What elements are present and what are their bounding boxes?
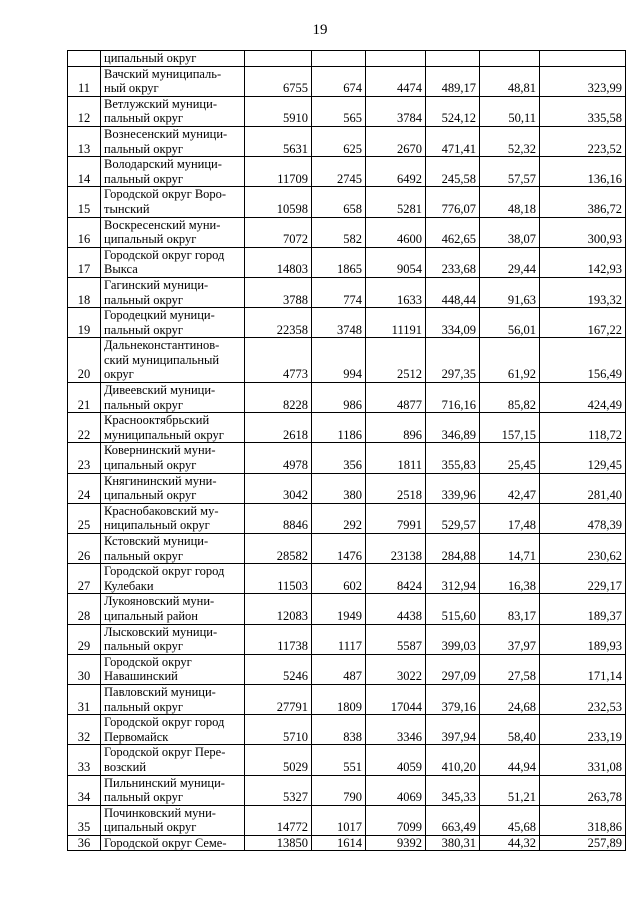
district-name-line: ниципальный округ [104, 518, 210, 533]
row-number-cell: 36 [68, 835, 101, 851]
value-cell: 38,07 [480, 217, 540, 247]
value-cell: 167,22 [540, 308, 626, 338]
value-cell: 335,58 [540, 96, 626, 126]
district-name-line: Пильнинский муници- [104, 775, 225, 790]
value-cell: 5910 [245, 96, 312, 126]
value-cell: 448,44 [426, 277, 480, 307]
value-cell: 11503 [245, 564, 312, 594]
value-cell: 189,93 [540, 624, 626, 654]
district-name-cell [101, 654, 245, 684]
value-cell: 5029 [245, 745, 312, 775]
district-name-line: Дальнеконстантинов- [104, 338, 220, 353]
value-cell: 1186 [312, 413, 366, 443]
value-cell: 58,40 [480, 715, 540, 745]
value-cell: 3022 [366, 654, 426, 684]
value-cell: 2745 [312, 157, 366, 187]
value-cell: 8424 [366, 564, 426, 594]
value-cell: 52,32 [480, 126, 540, 156]
table-row [68, 805, 626, 835]
table-row [68, 654, 626, 684]
value-cell: 774 [312, 277, 366, 307]
row-number-cell: 19 [68, 308, 101, 338]
table-row [68, 503, 626, 533]
row-number-cell: 23 [68, 443, 101, 473]
district-name-cell [101, 383, 245, 413]
table-row [68, 383, 626, 413]
district-name-line: муниципальный округ [104, 427, 224, 442]
value-cell: 44,94 [480, 745, 540, 775]
row-number-cell: 13 [68, 126, 101, 156]
value-cell: 334,09 [426, 308, 480, 338]
row-number-cell: 18 [68, 277, 101, 307]
value-cell: 27,58 [480, 654, 540, 684]
value-cell: 986 [312, 383, 366, 413]
district-name-line: Навашинский [104, 669, 178, 684]
value-cell: 157,15 [480, 413, 540, 443]
value-cell: 263,78 [540, 775, 626, 805]
row-number-cell [68, 51, 101, 67]
value-cell [312, 51, 366, 67]
value-cell: 37,97 [480, 624, 540, 654]
district-name-cell [101, 473, 245, 503]
district-name-line: Ветлужский муници- [104, 96, 217, 111]
value-cell: 292 [312, 503, 366, 533]
value-cell: 4069 [366, 775, 426, 805]
district-name-cell [101, 503, 245, 533]
value-cell: 1633 [366, 277, 426, 307]
district-name-cell [101, 66, 245, 96]
table-row [68, 187, 626, 217]
district-name-line: Вознесенский муници- [104, 126, 228, 141]
district-name-line: Городской округ [104, 654, 192, 669]
district-name-cell [101, 308, 245, 338]
value-cell: 85,82 [480, 383, 540, 413]
value-cell: 776,07 [426, 187, 480, 217]
row-number-cell: 34 [68, 775, 101, 805]
district-name-line: Володарский муници- [104, 157, 222, 172]
value-cell: 5281 [366, 187, 426, 217]
district-name-cell [101, 338, 245, 383]
district-name-line: Кулебаки [104, 578, 154, 593]
table-row [68, 96, 626, 126]
value-cell: 42,47 [480, 473, 540, 503]
row-number-cell: 25 [68, 503, 101, 533]
value-cell: 8846 [245, 503, 312, 533]
district-name-line: пальный округ [104, 699, 183, 714]
district-name-cell [101, 745, 245, 775]
district-name-line: пальный округ [104, 141, 183, 156]
district-name-line: Воскресенский муни- [104, 217, 221, 232]
row-number-cell: 30 [68, 654, 101, 684]
value-cell: 5246 [245, 654, 312, 684]
value-cell: 28582 [245, 534, 312, 564]
value-cell: 7991 [366, 503, 426, 533]
value-cell: 44,32 [480, 835, 540, 851]
district-name-line: ципальный округ [104, 51, 197, 65]
value-cell: 10598 [245, 187, 312, 217]
value-cell: 193,32 [540, 277, 626, 307]
value-cell: 2670 [366, 126, 426, 156]
district-name-line: Дивеевский муници- [104, 383, 216, 398]
row-number-cell: 11 [68, 66, 101, 96]
value-cell: 5710 [245, 715, 312, 745]
value-cell: 994 [312, 338, 366, 383]
value-cell: 1476 [312, 534, 366, 564]
table-row [68, 308, 626, 338]
district-name-line: Первомайск [104, 729, 169, 744]
district-name-cell [101, 805, 245, 835]
value-cell: 51,21 [480, 775, 540, 805]
value-cell: 24,68 [480, 684, 540, 714]
value-cell: 5587 [366, 624, 426, 654]
district-name-line: пальный округ [104, 111, 183, 126]
value-cell: 380 [312, 473, 366, 503]
district-name-line: пальный округ [104, 548, 183, 563]
district-name-cell [101, 443, 245, 473]
value-cell: 233,19 [540, 715, 626, 745]
district-name-line: ный округ [104, 81, 159, 96]
value-cell: 2618 [245, 413, 312, 443]
value-cell: 674 [312, 66, 366, 96]
district-name-cell [101, 51, 245, 67]
value-cell: 233,68 [426, 247, 480, 277]
value-cell: 223,52 [540, 126, 626, 156]
value-cell: 2518 [366, 473, 426, 503]
district-name-line: Княгининский муни- [104, 473, 217, 488]
row-number-cell: 33 [68, 745, 101, 775]
district-name-cell [101, 217, 245, 247]
district-name-cell [101, 624, 245, 654]
value-cell: 281,40 [540, 473, 626, 503]
value-cell: 4474 [366, 66, 426, 96]
value-cell: 245,58 [426, 157, 480, 187]
district-name-line: тынский [104, 201, 150, 216]
district-name-line: Ковернинский муни- [104, 443, 216, 458]
value-cell: 56,01 [480, 308, 540, 338]
value-cell: 171,14 [540, 654, 626, 684]
value-cell: 91,63 [480, 277, 540, 307]
district-name-cell [101, 684, 245, 714]
district-name-line: Городской округ Семе- [104, 835, 227, 850]
table-row [68, 473, 626, 503]
value-cell: 346,89 [426, 413, 480, 443]
value-cell: 156,49 [540, 338, 626, 383]
district-name-line: Краснооктябрьский [104, 413, 210, 428]
value-cell: 663,49 [426, 805, 480, 835]
value-cell: 4059 [366, 745, 426, 775]
value-cell: 17,48 [480, 503, 540, 533]
row-number-cell: 32 [68, 715, 101, 745]
value-cell: 515,60 [426, 594, 480, 624]
value-cell: 471,41 [426, 126, 480, 156]
value-cell: 4877 [366, 383, 426, 413]
value-cell: 1614 [312, 835, 366, 851]
district-name-cell [101, 247, 245, 277]
row-number-cell: 14 [68, 157, 101, 187]
table-row [68, 534, 626, 564]
value-cell: 318,86 [540, 805, 626, 835]
district-name-line: Починковский муни- [104, 805, 216, 820]
value-cell: 478,39 [540, 503, 626, 533]
district-name-cell [101, 775, 245, 805]
value-cell: 1949 [312, 594, 366, 624]
table-row [68, 277, 626, 307]
table-row [68, 217, 626, 247]
district-name-line: пальный округ [104, 322, 183, 337]
value-cell: 716,16 [426, 383, 480, 413]
district-name-line: ципальный округ [104, 458, 197, 473]
table-row [68, 443, 626, 473]
value-cell: 9392 [366, 835, 426, 851]
table-row [68, 775, 626, 805]
value-cell [426, 51, 480, 67]
value-cell: 11191 [366, 308, 426, 338]
district-name-line: пальный округ [104, 639, 183, 654]
district-name-cell [101, 413, 245, 443]
district-name-line: ский муниципальный [104, 352, 220, 367]
value-cell: 1117 [312, 624, 366, 654]
value-cell [480, 51, 540, 67]
value-cell: 1811 [366, 443, 426, 473]
value-cell: 11709 [245, 157, 312, 187]
value-cell: 11738 [245, 624, 312, 654]
value-cell: 16,38 [480, 564, 540, 594]
table-row [68, 247, 626, 277]
district-name-line: Павловский муници- [104, 684, 216, 699]
district-name-line: пальный округ [104, 397, 183, 412]
district-name-cell [101, 277, 245, 307]
district-name-line: Городской округ город [104, 247, 225, 262]
data-table [67, 50, 626, 851]
table-row [68, 684, 626, 714]
table-row [68, 66, 626, 96]
value-cell: 410,20 [426, 745, 480, 775]
value-cell: 3346 [366, 715, 426, 745]
row-number-cell: 17 [68, 247, 101, 277]
value-cell: 57,57 [480, 157, 540, 187]
value-cell: 838 [312, 715, 366, 745]
value-cell: 9054 [366, 247, 426, 277]
value-cell: 257,89 [540, 835, 626, 851]
value-cell: 3788 [245, 277, 312, 307]
table-row [68, 157, 626, 187]
value-cell: 229,17 [540, 564, 626, 594]
row-number-cell: 15 [68, 187, 101, 217]
table-body [68, 51, 626, 851]
district-name-cell [101, 564, 245, 594]
district-name-line: возский [104, 759, 147, 774]
district-name-cell [101, 187, 245, 217]
value-cell: 29,44 [480, 247, 540, 277]
value-cell: 356 [312, 443, 366, 473]
row-number-cell: 22 [68, 413, 101, 443]
district-name-line: Городецкий муници- [104, 308, 215, 323]
district-name-line: Вачский муниципаль- [104, 66, 222, 81]
value-cell: 22358 [245, 308, 312, 338]
value-cell: 323,99 [540, 66, 626, 96]
district-name-cell [101, 835, 245, 851]
district-name-line: Городской округ город [104, 564, 225, 579]
row-number-cell: 26 [68, 534, 101, 564]
district-name-cell [101, 157, 245, 187]
value-cell: 83,17 [480, 594, 540, 624]
district-name-line: ципальный округ [104, 488, 197, 503]
value-cell: 61,92 [480, 338, 540, 383]
value-cell: 25,45 [480, 443, 540, 473]
district-name-line: Городской округ Воро- [104, 187, 227, 202]
value-cell: 27791 [245, 684, 312, 714]
value-cell: 297,09 [426, 654, 480, 684]
value-cell: 339,96 [426, 473, 480, 503]
value-cell [540, 51, 626, 67]
value-cell: 524,12 [426, 96, 480, 126]
value-cell: 345,33 [426, 775, 480, 805]
row-number-cell: 35 [68, 805, 101, 835]
value-cell: 1865 [312, 247, 366, 277]
value-cell: 50,11 [480, 96, 540, 126]
row-number-cell: 24 [68, 473, 101, 503]
value-cell: 300,93 [540, 217, 626, 247]
page-number: 19 [312, 22, 328, 38]
value-cell: 4978 [245, 443, 312, 473]
row-number-cell: 27 [68, 564, 101, 594]
table-row [68, 126, 626, 156]
value-cell: 3042 [245, 473, 312, 503]
value-cell [366, 51, 426, 67]
value-cell: 602 [312, 564, 366, 594]
value-cell: 380,31 [426, 835, 480, 851]
value-cell: 45,68 [480, 805, 540, 835]
value-cell: 230,62 [540, 534, 626, 564]
value-cell: 4438 [366, 594, 426, 624]
value-cell: 4773 [245, 338, 312, 383]
district-name-line: Краснобаковский му- [104, 503, 219, 518]
district-name-line: Гагинский муници- [104, 277, 209, 292]
value-cell: 551 [312, 745, 366, 775]
value-cell: 790 [312, 775, 366, 805]
value-cell: 487 [312, 654, 366, 684]
value-cell: 12083 [245, 594, 312, 624]
value-cell: 17044 [366, 684, 426, 714]
value-cell: 284,88 [426, 534, 480, 564]
table-row [68, 594, 626, 624]
value-cell: 48,81 [480, 66, 540, 96]
value-cell: 5327 [245, 775, 312, 805]
value-cell: 2512 [366, 338, 426, 383]
value-cell: 8228 [245, 383, 312, 413]
district-name-line: ципальный округ [104, 820, 197, 835]
value-cell: 142,93 [540, 247, 626, 277]
value-cell: 565 [312, 96, 366, 126]
table-row [68, 338, 626, 383]
row-number-cell: 29 [68, 624, 101, 654]
value-cell: 399,03 [426, 624, 480, 654]
value-cell: 14,71 [480, 534, 540, 564]
district-name-line: Городской округ город [104, 715, 225, 730]
value-cell: 48,18 [480, 187, 540, 217]
value-cell: 331,08 [540, 745, 626, 775]
district-name-cell [101, 715, 245, 745]
value-cell: 625 [312, 126, 366, 156]
district-name-cell [101, 594, 245, 624]
value-cell: 189,37 [540, 594, 626, 624]
district-name-line: Лукояновский муни- [104, 594, 215, 609]
value-cell: 658 [312, 187, 366, 217]
row-number-cell: 20 [68, 338, 101, 383]
table-row [68, 835, 626, 851]
value-cell: 3748 [312, 308, 366, 338]
value-cell: 6755 [245, 66, 312, 96]
row-number-cell: 16 [68, 217, 101, 247]
table-row [68, 564, 626, 594]
value-cell: 5631 [245, 126, 312, 156]
value-cell: 424,49 [540, 383, 626, 413]
value-cell: 14803 [245, 247, 312, 277]
row-number-cell: 12 [68, 96, 101, 126]
value-cell: 13850 [245, 835, 312, 851]
value-cell: 297,35 [426, 338, 480, 383]
value-cell: 379,16 [426, 684, 480, 714]
value-cell: 129,45 [540, 443, 626, 473]
district-name-line: Городской округ Пере- [104, 745, 226, 760]
district-name-line: пальный округ [104, 171, 183, 186]
value-cell: 6492 [366, 157, 426, 187]
value-cell: 136,16 [540, 157, 626, 187]
table-row [68, 715, 626, 745]
district-name-cell [101, 534, 245, 564]
value-cell: 312,94 [426, 564, 480, 594]
value-cell: 3784 [366, 96, 426, 126]
value-cell: 397,94 [426, 715, 480, 745]
value-cell: 1809 [312, 684, 366, 714]
district-name-line: округ [104, 367, 134, 382]
row-number-cell: 28 [68, 594, 101, 624]
value-cell: 896 [366, 413, 426, 443]
value-cell: 232,53 [540, 684, 626, 714]
district-name-line: Лысковский муници- [104, 624, 218, 639]
district-name-line: Выкса [104, 262, 138, 277]
table-row-continued [68, 51, 626, 67]
value-cell: 7072 [245, 217, 312, 247]
table-row [68, 745, 626, 775]
district-name-cell [101, 126, 245, 156]
value-cell: 14772 [245, 805, 312, 835]
district-name-line: пальный округ [104, 790, 183, 805]
value-cell: 1017 [312, 805, 366, 835]
district-name-cell [101, 96, 245, 126]
value-cell: 7099 [366, 805, 426, 835]
value-cell: 489,17 [426, 66, 480, 96]
value-cell: 23138 [366, 534, 426, 564]
value-cell: 4600 [366, 217, 426, 247]
value-cell: 462,65 [426, 217, 480, 247]
row-number-cell: 21 [68, 383, 101, 413]
district-name-line: пальный округ [104, 292, 183, 307]
table-row [68, 624, 626, 654]
value-cell: 118,72 [540, 413, 626, 443]
value-cell: 386,72 [540, 187, 626, 217]
row-number-cell: 31 [68, 684, 101, 714]
district-name-line: ципальный округ [104, 232, 197, 247]
district-name-line: Кстовский муници- [104, 534, 209, 549]
value-cell: 582 [312, 217, 366, 247]
value-cell: 529,57 [426, 503, 480, 533]
district-name-line: ципальный район [104, 608, 198, 623]
value-cell: 355,83 [426, 443, 480, 473]
value-cell [245, 51, 312, 67]
table-row [68, 413, 626, 443]
